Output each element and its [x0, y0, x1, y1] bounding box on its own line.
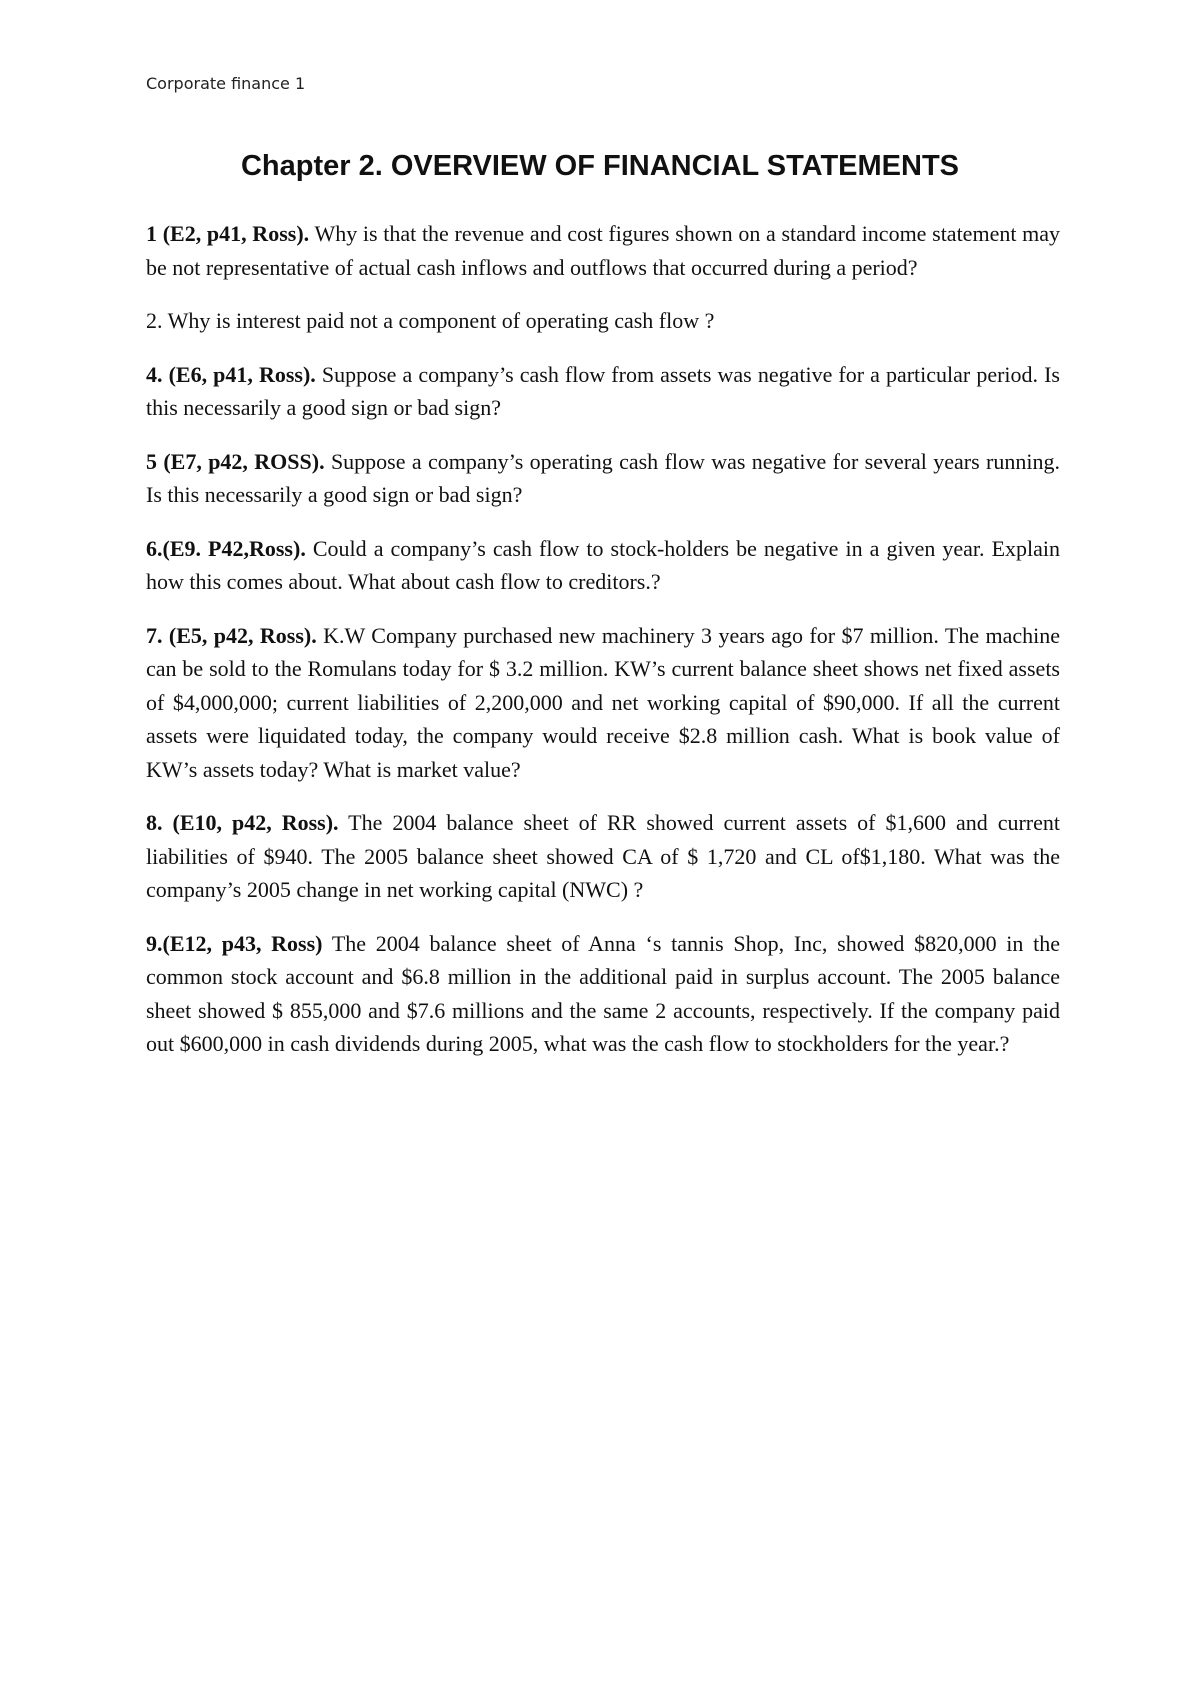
question-ref: 9.(E12, p43, Ross): [146, 930, 323, 956]
question-5: [146, 445, 1060, 512]
question-ref: 8. (E10, p42, Ross).: [146, 810, 339, 835]
question-6: [146, 532, 1060, 599]
question-7: [146, 619, 1060, 787]
question-text: Why is that the revenue and cost figures shown on a standard income statement may be not representative of actual cash inflows and outflows that occurred during a period?: [146, 221, 1061, 280]
question-text: 2. Why is interest paid not a component of operating cash flow ?: [146, 308, 715, 333]
question-text: K.W Company purchased new machinery 3 years ago for $7 million. The machine can be sold to the Romulans today for $ 3.2 million. KW’s current balance sheet shows net fixed assets of $4,000,000; current liabilities of 2,200,000 and net working capital of $90,000. If all the current assets were liquidated today, the company would receive $2.8 million cash. What is book value of KW’s assets today? What is market value?: [146, 622, 1060, 782]
chapter-title: Chapter 2. OVERVIEW OF FINANCIAL STATEMENTS: [240, 150, 960, 182]
question-1: [146, 217, 1060, 284]
question-text: Could a company’s cash flow to stock-holders be negative in a given year. Explain how this comes about. What about cash flow to creditors.?: [146, 535, 1061, 594]
question-ref: 1 (E2, p41, Ross).: [146, 221, 310, 246]
question-ref: 4. (E6, p41, Ross).: [146, 361, 316, 387]
question-ref: 7. (E5, p42, Ross).: [146, 622, 317, 648]
question-text: The 2004 balance sheet of RR showed current assets of $1,600 and current liabilities of $940. The 2005 balance sheet showed CA of $ 1,720 and CL of$1,180. What was the company’s 2005 change in net working capital (NWC) ?: [146, 810, 1060, 902]
question-4: [146, 358, 1060, 425]
question-text: Suppose a company’s operating cash flow was negative for several years running. Is this necessarily a good sign or bad sign?: [146, 448, 1060, 507]
question-ref: 6.(E9. P42,Ross).: [146, 535, 306, 561]
question-list: [146, 217, 1060, 1081]
question-2: [146, 304, 1060, 338]
question-8: [146, 806, 1060, 907]
running-header: Corporate finance 1: [146, 74, 306, 93]
question-9: [146, 927, 1060, 1061]
question-ref: 5 (E7, p42, ROSS).: [146, 448, 325, 474]
question-text: The 2004 balance sheet of Anna ‘s tannis Shop, Inc, showed $820,000 in the common stock account and $6.8 million in the additional paid in surplus account. The 2005 balance sheet showed $ 855,000 and $7.6 millions and the same 2 accounts, respectively. If the company paid out $600,000 in cash dividends during 2005, what was the cash flow to stockholders for the year.?: [146, 930, 1060, 1056]
question-text: Suppose a company’s cash flow from assets was negative for a particular period. Is this necessarily a good sign or bad sign?: [146, 361, 1060, 420]
